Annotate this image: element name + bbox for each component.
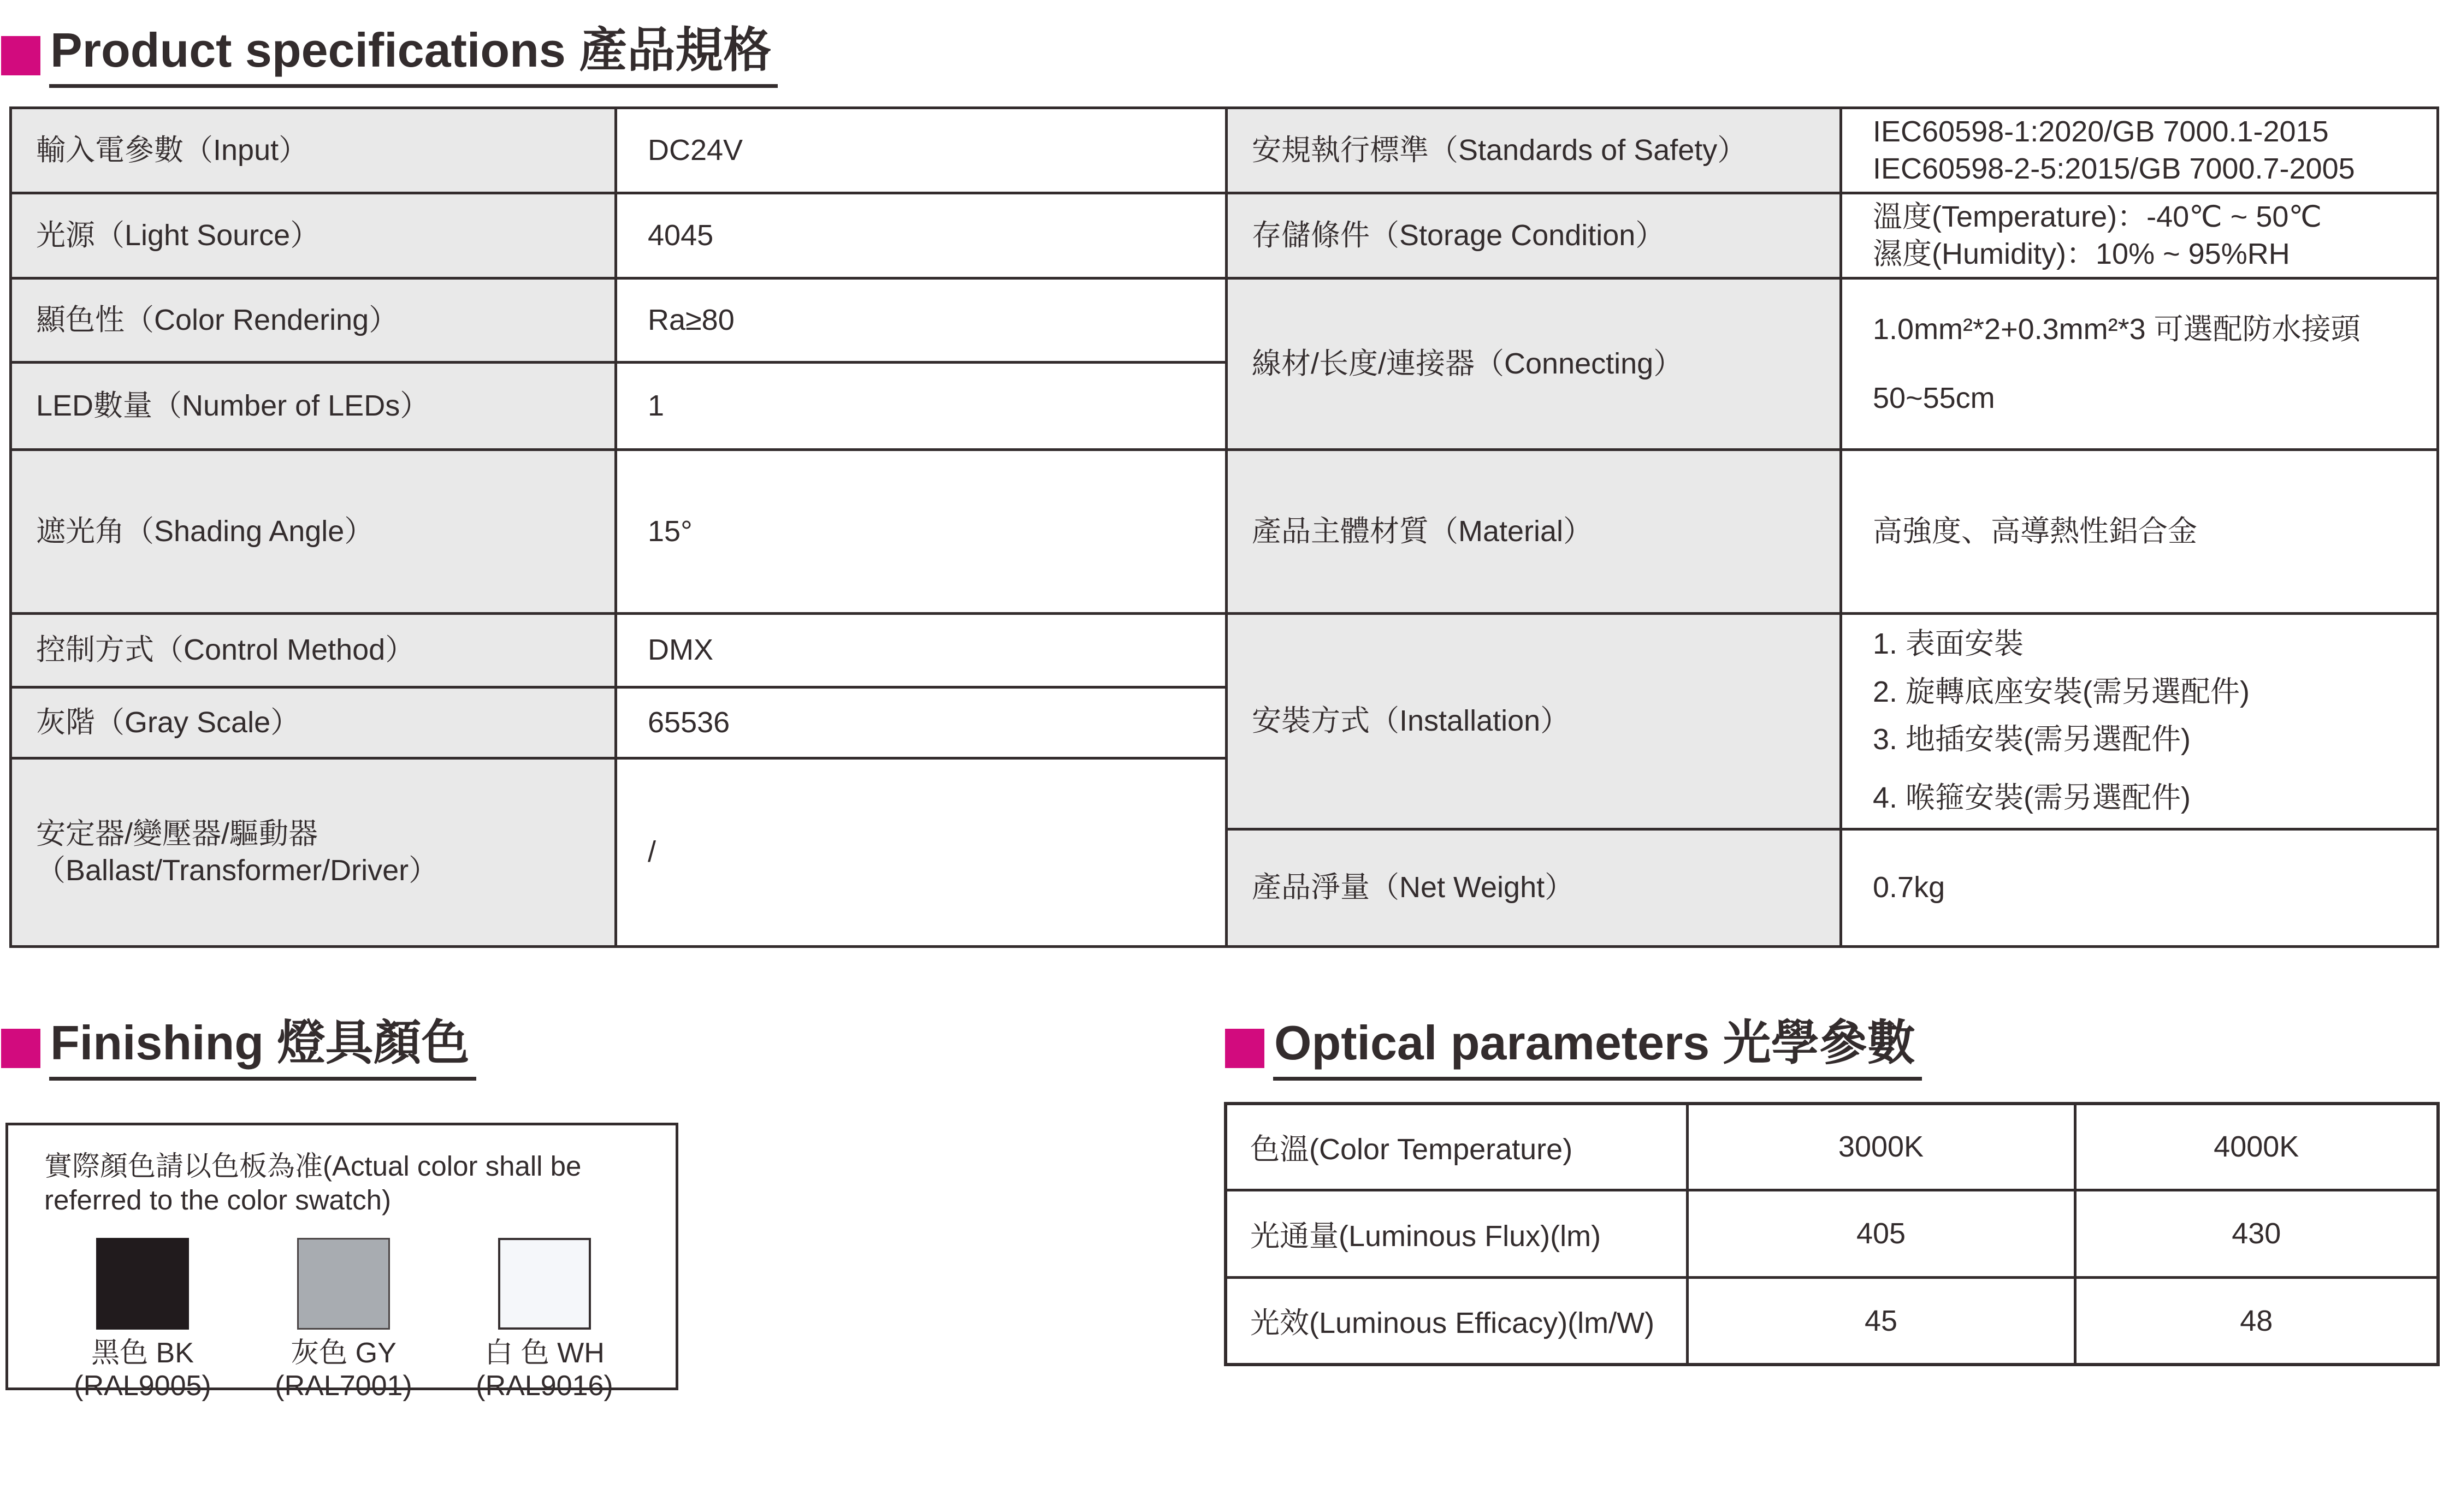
black-color-swatch — [96, 1238, 189, 1330]
finishing-section-header — [1, 1016, 476, 1081]
optical-efficacy-3000k: 45 — [1687, 1277, 2075, 1365]
storage-line-1: 溫度(Temperature)：-40℃ ~ 50℃ — [1873, 200, 2322, 233]
finishing-section-title: Finishing 燈具顏色 — [49, 1016, 476, 1081]
spec-label-color-rendering: 顯色性（Color Rendering） — [11, 278, 616, 363]
spec-value-control-method: DMX — [616, 614, 1227, 687]
spec-value-light-source: 4045 — [616, 193, 1227, 278]
spec-label-light-source: 光源（Light Source） — [11, 193, 616, 278]
spec-value-led-count: 1 — [616, 363, 1227, 450]
connecting-line-2: 50~55cm — [1873, 381, 1995, 414]
white-color-swatch — [498, 1238, 591, 1330]
spec-value-input: DC24V — [616, 108, 1227, 193]
optical-row — [1226, 1104, 2438, 1190]
optical-row — [1226, 1190, 2438, 1277]
specs-section-title: Product specifications 產品規格 — [49, 23, 778, 88]
spec-row — [11, 193, 2438, 278]
magenta-square-icon — [1225, 1029, 1264, 1068]
ballast-label-line-2: （Ballast/Transformer/Driver） — [36, 854, 439, 887]
spec-label-connecting: 線材/长度/連接器（Connecting） — [1227, 278, 1841, 450]
spec-value-installation — [1841, 614, 2438, 829]
swatch-white-ral-code: (RAL9016) — [476, 1370, 613, 1402]
swatch-gray-column — [243, 1238, 444, 1403]
optical-label-luminous-efficacy: 光效(Luminous Efficacy)(lm/W) — [1226, 1277, 1687, 1365]
swatch-black-name: 黑色 BK — [91, 1337, 194, 1369]
spec-label-gray-scale: 灰階（Gray Scale） — [11, 687, 616, 758]
optical-section-title: Optical parameters 光學參數 — [1273, 1016, 1922, 1081]
optical-label-color-temperature: 色溫(Color Temperature) — [1226, 1104, 1687, 1190]
optical-flux-4000k: 430 — [2075, 1190, 2438, 1277]
spec-value-ballast: / — [616, 758, 1227, 947]
finishing-box — [5, 1123, 678, 1402]
spec-value-connecting — [1841, 278, 2438, 450]
optical-value-4000k: 4000K — [2075, 1104, 2438, 1190]
optical-value-3000k: 3000K — [1687, 1104, 2075, 1190]
spec-value-shading-angle: 15° — [616, 450, 1227, 614]
spec-label-input: 輸入電參數（Input） — [11, 108, 616, 193]
spec-label-led-count: LED數量（Number of LEDs） — [11, 363, 616, 450]
installation-item-4: 4. 喉箍安裝(需另選配件) — [1873, 781, 2191, 815]
spec-label-net-weight: 產品淨量（Net Weight） — [1227, 829, 1841, 947]
spec-value-color-rendering: Ra≥80 — [616, 278, 1227, 363]
gray-color-swatch — [297, 1238, 390, 1330]
connecting-line-1: 1.0mm²*2+0.3mm²*3 可選配防水接頭 — [1873, 313, 2361, 346]
standards-line-1: IEC60598-1:2020/GB 7000.1-2015 — [1873, 115, 2329, 148]
swatch-row — [8, 1238, 676, 1403]
spec-value-standards — [1841, 108, 2438, 193]
standards-line-2: IEC60598-2-5:2015/GB 7000.7-2005 — [1873, 152, 2355, 185]
spec-value-gray-scale: 65536 — [616, 687, 1227, 758]
swatch-white-column — [444, 1238, 645, 1403]
swatch-black-ral-code: (RAL9005) — [74, 1370, 211, 1402]
spec-label-material: 產品主體材質（Material） — [1227, 450, 1841, 614]
spec-row — [11, 108, 2438, 193]
magenta-square-icon — [1, 36, 40, 75]
optical-flux-3000k: 405 — [1687, 1190, 2075, 1277]
spec-row — [11, 450, 2438, 614]
spec-row — [11, 278, 2438, 363]
optical-table — [1224, 1102, 2440, 1366]
installation-item-1: 1. 表面安裝 — [1873, 627, 2024, 661]
storage-line-2: 濕度(Humidity)：10% ~ 95%RH — [1873, 237, 2290, 270]
swatch-gray-name: 灰色 GY — [291, 1337, 397, 1369]
specs-section-header — [1, 23, 778, 88]
spec-table — [9, 106, 2439, 948]
spec-label-installation: 安裝方式（Installation） — [1227, 614, 1841, 829]
spec-value-storage — [1841, 193, 2438, 278]
optical-row — [1226, 1277, 2438, 1365]
swatch-gray-ral-code: (RAL7001) — [275, 1370, 412, 1402]
swatch-white-name: 白 色 WH — [484, 1337, 605, 1369]
spec-value-net-weight: 0.7kg — [1841, 829, 2438, 947]
spec-label-shading-angle: 遮光角（Shading Angle） — [11, 450, 616, 614]
installation-item-3: 3. 地插安裝(需另選配件) — [1873, 723, 2191, 756]
optical-section-header — [1225, 1016, 1922, 1081]
ballast-label-line-1: 安定器/變壓器/驅動器 — [36, 817, 318, 850]
magenta-square-icon — [1, 1029, 40, 1068]
spec-value-material: 高強度、高導熱性鋁合金 — [1841, 450, 2438, 614]
installation-item-2: 2. 旋轉底座安裝(需另選配件) — [1873, 675, 2250, 708]
finishing-note: 實際顏色請以色板為准(Actual color shall be referred to the color swatch) — [44, 1151, 582, 1216]
spec-label-control-method: 控制方式（Control Method） — [11, 614, 616, 687]
spec-label-standards: 安規執行標準（Standards of Safety） — [1227, 108, 1841, 193]
spec-label-storage: 存儲條件（Storage Condition） — [1227, 193, 1841, 278]
spec-label-ballast — [11, 758, 616, 947]
swatch-black-column — [42, 1238, 243, 1403]
optical-efficacy-4000k: 48 — [2075, 1277, 2438, 1365]
optical-label-luminous-flux: 光通量(Luminous Flux)(lm) — [1226, 1190, 1687, 1277]
spec-row — [11, 614, 2438, 687]
